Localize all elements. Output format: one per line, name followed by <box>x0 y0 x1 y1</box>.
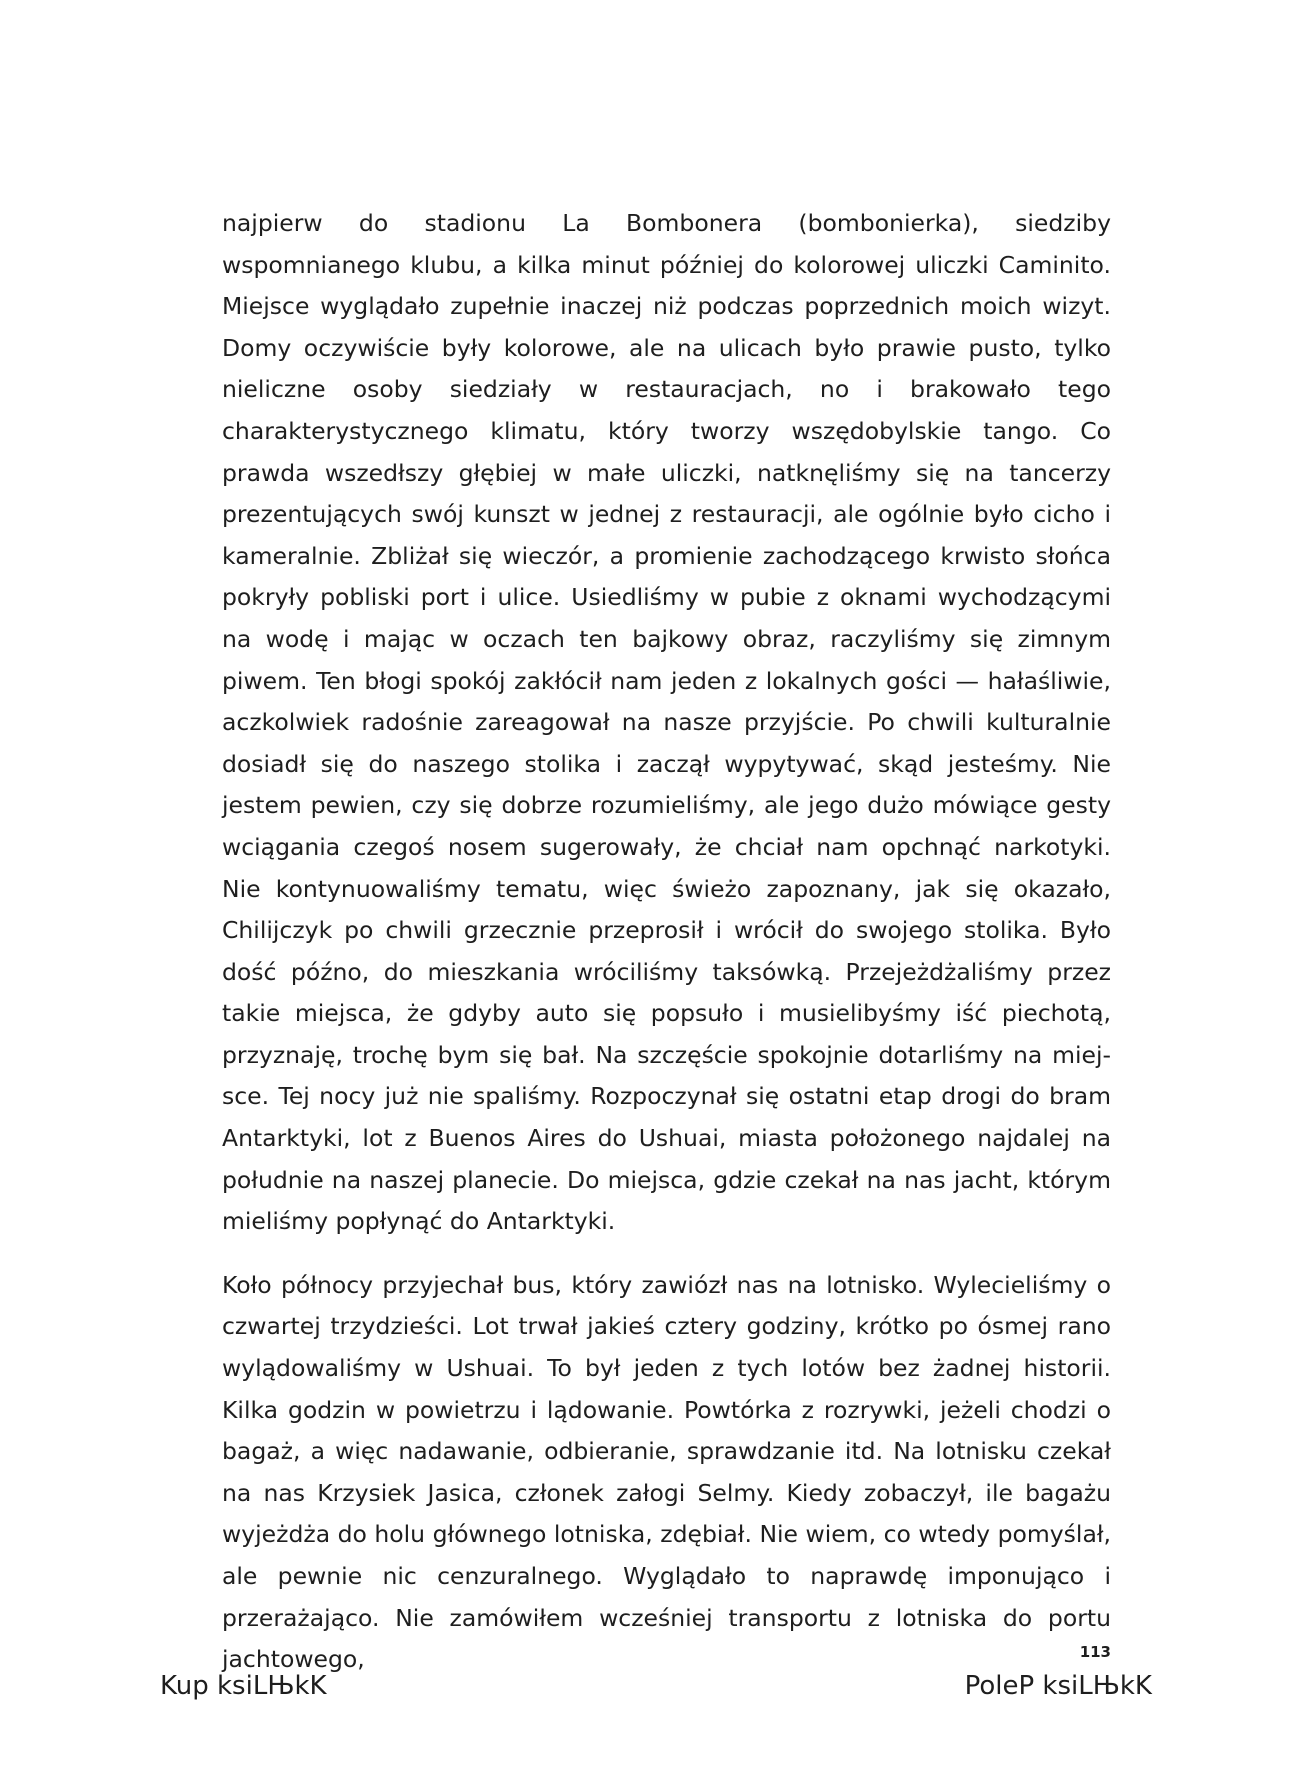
main-text <box>222 203 1111 1681</box>
buy-book-link[interactable]: Kup ksiLЊkK <box>160 1671 327 1701</box>
page-number: 113 <box>1079 1643 1111 1661</box>
paragraph-2: Koło północy przyjechał bus, który zawiózł nas na lotnisko. Wylecieliśmy o czwartej trzydzieści. Lot trwał jakieś cztery godziny, krótko po ósmej rano wylądowaliśmy w Ushuai. To był jeden z tych lotów bez żadnej historii. Kilka godzin w powietrzu i lądowanie. Powtórka z rozrywki, jeżeli chodzi o bagaż, a więc nadawanie, odbieranie, sprawdzanie itd. Na lotnisku czekał na nas Krzysiek Jasica, członek załogi Selmy. Kiedy zobaczył, ile bagażu wyjeżdża do holu głównego lotniska, zdębiał. Nie wiem, co wtedy pomyślał, ale pewnie nic cenzuralnego. Wyglądało to naprawdę imponująco i przerażająco. Nie zamówiłem wcześniej transportu z lotniska do portu jachtowego, <box>222 1270 1111 1674</box>
paragraph-1: najpierw do stadionu La Bombonera (bombonierka), siedziby wspomnianego klubu, a kilka minut później do kolorowej uliczki Caminito. Miejsce wyglądało zupełnie inaczej niż podczas poprzednich moich wizyt. Domy oczywiście były kolorowe, ale na ulicach było prawie pusto, tylko nieliczne osoby siedziały w restauracjach, no i brakowało tego charakterystycznego klimatu, który tworzy wszędobylskie tango. Co prawda wszedłszy głębiej w małe uliczki, natknęliśmy się na tancerzy prezentujących swój kunszt w jednej z restauracji, ale ogólnie było cicho i kameralnie. Zbliżał się wieczór, a promienie zachodzącego krwisto słońca pokryły pobliski port i ulice. Usiedliśmy w pubie z oknami wychodzącymi na wodę i mając w oczach ten bajkowy obraz, raczyliśmy się zimnym piwem. Ten błogi spokój zakłócił nam jeden z lokalnych gości — hałaśliwie, aczkolwiek radośnie zareagował na nasze przyjście. Po chwili kulturalnie dosiadł się do naszego stolika i zaczął wypytywać, skąd jesteśmy. Nie jestem pewien, czy się dobrze rozumieliśmy, ale jego dużo mówiące gesty wciągania czegoś nosem sugerowały, że chciał nam opchnąć narkotyki. Nie kontynuowaliśmy tematu, więc świeżo zapoznany, jak się okazało, Chilijczyk po chwili grzecznie przeprosił i wrócił do swojego stolika. Było dość późno, do mieszkania wróciliśmy taksówką. Przejeżdżaliśmy przez takie miejsca, że gdyby auto się popsuło i musielibyśmy iść piechotą, przyznaję, trochę bym się bał. Na szczęście spokojnie dotarliśmy na miejsce. Tej nocy już nie spaliśmy. Rozpoczynał się ostatni etap drogi do bram Antarktyki, lot z Buenos Aires do Ushuai, miasta położonego najdalej na południe na naszej planecie. Do miejsca, gdzie czekał na nas jacht, którym mieliśmy popłynąć do Antarktyki. <box>222 209 1111 1236</box>
recommend-book-link[interactable]: PoleP ksiLЊkK <box>964 1671 1152 1701</box>
